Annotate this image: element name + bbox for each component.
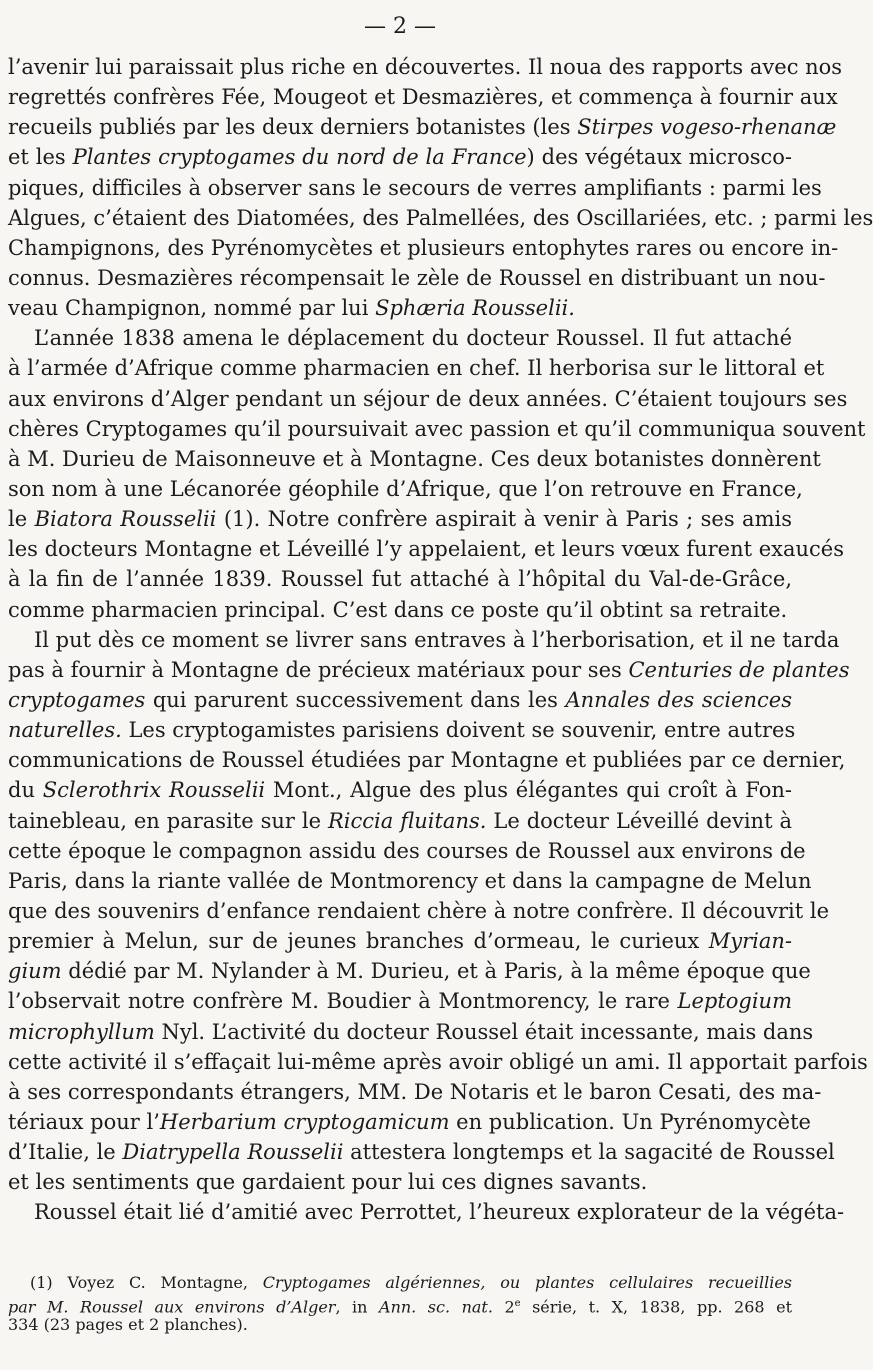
text-line: Algues, c’étaient des Diatomées, des Palmellées, des Oscillariées, etc. ; parmi les xyxy=(8,205,873,230)
text-line: communications de Roussel étudiées par Montagne et publiées par ce dernier, xyxy=(8,748,846,773)
text-line: à l’armée d’Afrique comme pharmacien en chef. Il herborisa sur le littoral et xyxy=(8,356,825,381)
text-line: que des souvenirs d’enfance rendaient chère à notre confrère. Il découvrit le xyxy=(8,898,829,923)
text-line: à la fin de l’année 1839. Roussel fut attaché à l’hôpital du Val-de-Grâce, xyxy=(8,567,792,592)
text-line: le Biatora Rousselii (1). Notre confrère aspirait à venir à Paris ; ses amis xyxy=(8,507,792,532)
text-line: les docteurs Montagne et Léveillé l’y appelaient, et leurs vœux furent exaucés xyxy=(8,537,845,562)
page-number: — 2 — xyxy=(364,14,436,39)
text-line: recueils publiés par les deux derniers botanistes (les Stirpes vogeso-rhenanæ xyxy=(8,115,837,140)
body-text xyxy=(8,52,873,1227)
text-line: et les Plantes cryptogames du nord de la France) des végétaux microsco- xyxy=(8,145,792,170)
text-line: cette époque le compagnon assidu des courses de Roussel aux environs de xyxy=(8,838,806,863)
text-line: pas à fournir à Montagne de précieux matériaux pour ses Centuries de plantes xyxy=(8,657,850,682)
text-line: et les sentiments que gardaient pour lui ces dignes savants. xyxy=(8,1170,648,1195)
text-line: microphyllum Nyl. L’activité du docteur Roussel était incessante, mais dans xyxy=(8,1019,814,1044)
text-line: à ses correspondants étrangers, MM. De Notaris et le baron Cesati, des ma- xyxy=(8,1079,822,1104)
footnote-line: par M. Roussel aux environs d’Alger, in Ann. sc. nat. 2e série, t. X, 1838, pp. 268 et xyxy=(8,1297,793,1317)
text-line: comme pharmacien principal. C’est dans ce poste qu’il obtint sa retraite. xyxy=(8,597,788,622)
text-line: Roussel était lié d’amitié avec Perrottet, l’heureux explorateur de la végéta- xyxy=(34,1200,845,1225)
footnote xyxy=(8,1272,792,1335)
footnote-line: 334 (23 pages et 2 planches). xyxy=(8,1315,248,1334)
text-line: Champignons, des Pyrénomycètes et plusieurs entophytes rares ou encore in- xyxy=(8,235,839,260)
text-line: naturelles. Les cryptogamistes parisiens doivent se souvenir, entre autres xyxy=(8,718,796,743)
text-line: cette activité il s’effaçait lui-même après avoir obligé un ami. Il apportait parfois xyxy=(8,1049,868,1074)
text-line: Il put dès ce moment se livrer sans entraves à l’herborisation, et il ne tarda xyxy=(34,627,840,652)
text-line: son nom à une Lécanorée géophile d’Afrique, que l’on retrouve en France, xyxy=(8,476,803,501)
text-line: d’Italie, le Diatrypella Rousselii attestera longtemps et la sagacité de Roussel xyxy=(8,1140,835,1165)
text-line: cryptogames qui parurent successivement dans les Annales des sciences xyxy=(8,687,793,712)
text-line: gium dédié par M. Nylander à M. Durieu, et à Paris, à la même époque que xyxy=(8,959,811,984)
footnote-line: (1) Voyez C. Montagne, Cryptogames algériennes, ou plantes cellulaires recueillies xyxy=(30,1273,793,1292)
text-line: chères Cryptogames qu’il poursuivait avec passion et qu’il communiqua souvent xyxy=(8,416,866,441)
text-line: L’année 1838 amena le déplacement du docteur Roussel. Il fut attaché xyxy=(34,326,792,351)
text-line: aux environs d’Alger pendant un séjour de deux années. C’étaient toujours ses xyxy=(8,386,848,411)
text-line: l’observait notre confrère M. Boudier à Montmorency, le rare Leptogium xyxy=(8,989,792,1014)
text-line: piques, difficiles à observer sans le secours de verres amplifiants : parmi les xyxy=(8,175,822,200)
text-line: premier à Melun, sur de jeunes branches d’ormeau, le curieux Myrian- xyxy=(8,929,792,954)
text-line: tainebleau, en parasite sur le Riccia fluitans. Le docteur Léveillé devint à xyxy=(8,808,792,833)
text-line: l’avenir lui paraissait plus riche en découvertes. Il noua des rapports avec nos xyxy=(8,55,843,79)
text-line: veau Champignon, nommé par lui Sphæria Rousselii. xyxy=(8,296,575,321)
text-line: à M. Durieu de Maisonneuve et à Montagne. Ces deux botanistes donnèrent xyxy=(8,446,821,471)
text-line: Paris, dans la riante vallée de Montmorency et dans la campagne de Melun xyxy=(8,868,812,893)
text-line: du Sclerothrix Rousselii Mont., Algue des plus élégantes qui croît à Fon- xyxy=(8,778,792,803)
text-line: connus. Desmazières récompensait le zèle de Roussel en distribuant un nou- xyxy=(8,265,826,290)
text-line: regrettés confrères Fée, Mougeot et Desmazières, et commença à fournir aux xyxy=(8,85,838,110)
text-line: tériaux pour l’Herbarium cryptogamicum en publication. Un Pyrénomycète xyxy=(8,1109,811,1134)
